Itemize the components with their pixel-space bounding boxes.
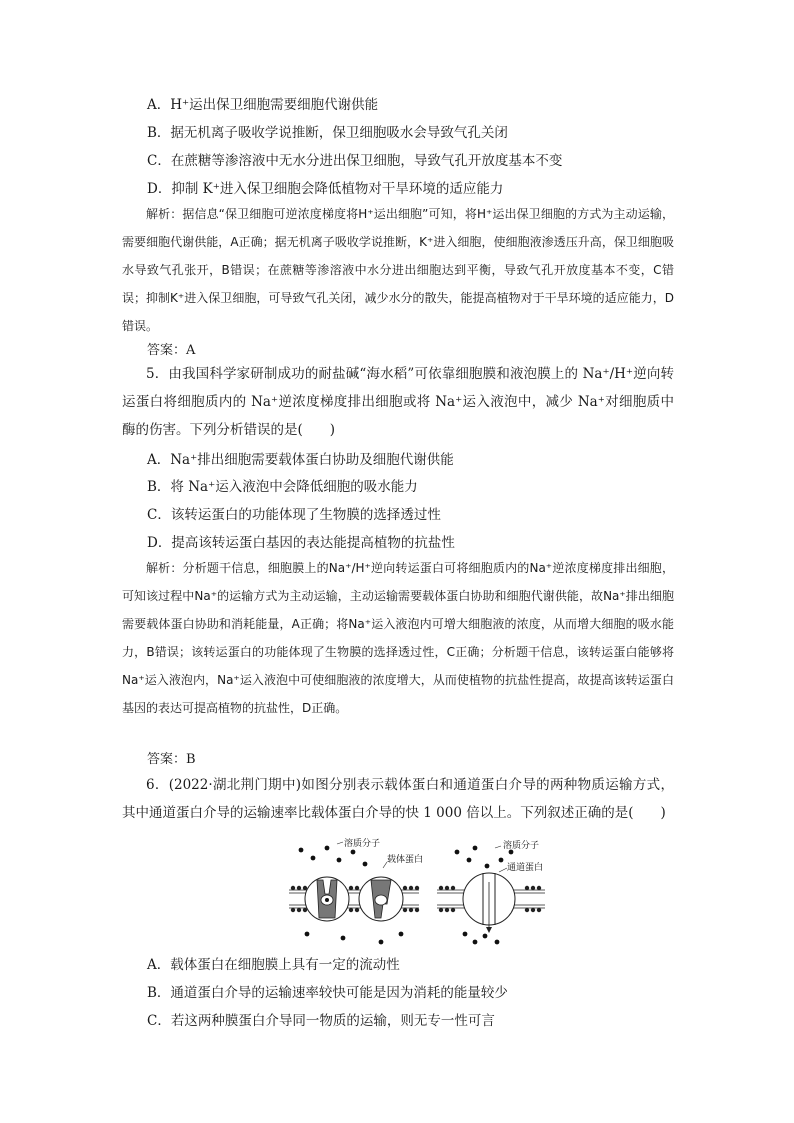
q4-explanation: 解析：据信息“保卫细胞可逆浓度梯度将H⁺运出细胞”可知，将H⁺运出保卫细胞的方式为主动运输，需要细胞代谢供能，A正确；据无机离子吸收学说推断，K⁺进入细胞，使细胞液渗透压升高，保卫细胞吸水导致气孔张开，B错误；在蔗糖等渗溶液中水分进出细胞达到平衡，导致气孔开放度基本不变，C错误；抑制K⁺进入保卫细胞，可导致气孔关闭，减少水分的散失，能提高植物对于干旱环境的适应能力，D错误。 bbox=[122, 207, 674, 333]
q5-answer: 答案：B bbox=[147, 752, 196, 767]
q4-option-d: D．抑制 K⁺进入保卫细胞会降低植物对干旱环境的适应能力 bbox=[147, 181, 504, 197]
q4-option-b: B．据无机离子吸收学说推断，保卫细胞吸水会导致气孔关闭 bbox=[147, 125, 508, 141]
q6-option-b: B．通道蛋白介导的运输速率较快可能是因为消耗的能量较少 bbox=[147, 985, 508, 1001]
q5-option-a: A．Na⁺排出细胞需要载体蛋白协助及细胞代谢供能 bbox=[147, 452, 454, 468]
q4-option-c: C．在蔗糖等渗溶液中无水分进出保卫细胞，导致气孔开放度基本不变 bbox=[147, 153, 563, 169]
q6-option-c: C．若这两种膜蛋白介导同一物质的运输，则无专一性可言 bbox=[147, 1013, 495, 1029]
q5-stem: 5．由我国科学家研制成功的耐盐碱“海水稻”可依靠细胞膜和液泡膜上的 Na⁺/H⁺逆向转运蛋白将细胞质内的 Na⁺逆浓度梯度排出细胞或将 Na⁺运入液泡中，减少 Na⁺对细胞质中酶的伤害。下列分析错误的是( ) bbox=[122, 366, 674, 438]
q4-answer: 答案：A bbox=[147, 343, 196, 358]
transport-diagram bbox=[287, 838, 547, 948]
label-carrier-protein: 载体蛋白 bbox=[387, 855, 424, 865]
q6-stem: 6．(2022·湖北荆门期中)如图分别表示载体蛋白和通道蛋白介导的两种物质运输方式，其中通道蛋白介导的运输速率比载体蛋白介导的快 1 000 倍以上。下列叙述正确的是( ) bbox=[122, 777, 674, 821]
q5-option-b: B．将 Na⁺运入液泡中会降低细胞的吸水能力 bbox=[147, 479, 418, 495]
label-solute-right: 溶质分子 bbox=[503, 841, 540, 851]
label-solute-left: 溶质分子 bbox=[344, 839, 381, 849]
label-channel-protein: 通道蛋白 bbox=[507, 863, 544, 873]
q4-option-a: A．H⁺运出保卫细胞需要细胞代谢供能 bbox=[147, 97, 379, 113]
carrier-protein-2 bbox=[359, 877, 403, 921]
channel-protein bbox=[463, 873, 515, 933]
q5-explanation: 解析：分析题干信息，细胞膜上的Na⁺/H⁺逆向转运蛋白可将细胞质内的Na⁺逆浓度梯度排出细胞，可知该过程中Na⁺的运输方式为主动运输，主动运输需要载体蛋白协助和细胞代谢供能，故Na⁺排出细胞需要载体蛋白协助和消耗能量，A正确；将Na⁺运入液泡内可增大细胞液的浓度，从而增大细胞的吸水能力，B错误；该转运蛋白的功能体现了生物膜的选择透过性，C正确；分析题干信息，该转运蛋白能够将Na⁺运入液泡内，Na⁺运入液泡中可使细胞液的浓度增大，从而使植物的抗盐性提高，故提高该转运蛋白基因的表达可提高植物的抗盐性，D正确。 bbox=[122, 561, 674, 715]
q6-option-a: A．载体蛋白在细胞膜上具有一定的流动性 bbox=[147, 957, 400, 973]
q5-option-d: D．提高该转运蛋白基因的表达能提高植物的抗盐性 bbox=[147, 535, 455, 551]
q5-option-c: C．该转运蛋白的功能体现了生物膜的选择透过性 bbox=[147, 507, 441, 523]
